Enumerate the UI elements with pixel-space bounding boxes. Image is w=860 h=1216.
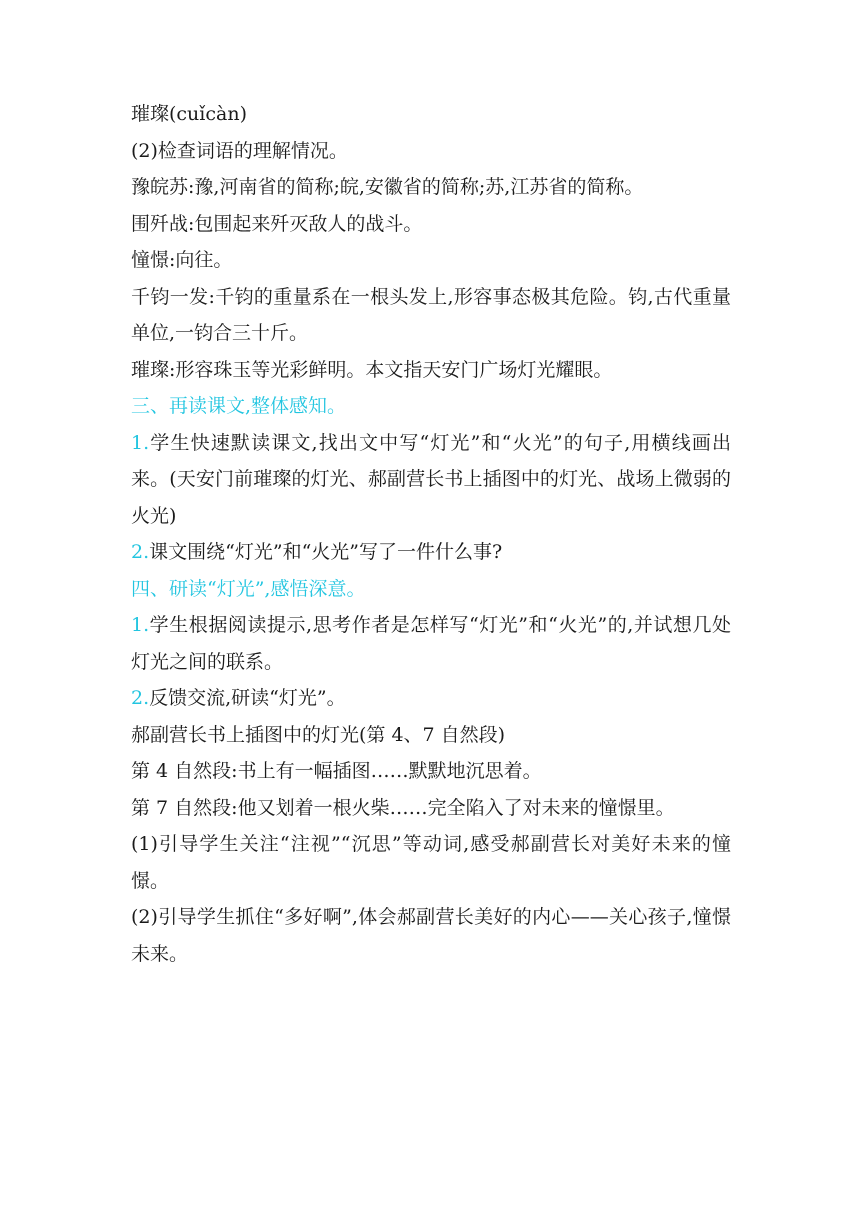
item-text: 课文围绕“灯光”和“火光”写了一件什么事?	[149, 541, 503, 563]
section-heading-4: 四、研读“灯光”,感悟深意。	[131, 577, 366, 600]
section4-item2	[131, 680, 731, 717]
item-number: 2.	[131, 541, 150, 563]
vocab-check-line: (2)检查词语的理解情况。	[131, 139, 348, 162]
definition-yuwansu: 豫皖苏:豫,河南省的简称;皖,安徽省的简称;苏,江苏省的简称。	[131, 176, 644, 198]
item-number: 1.	[131, 431, 150, 454]
guide-point-2: (2)引导学生抓住“多好啊”,体会郝副营长美好的内心——关心孩子,憧憬未来。	[131, 906, 731, 965]
item-text: 反馈交流,研读“灯光”。	[149, 687, 346, 709]
section-heading-3: 三、再读课文,整体感知。	[131, 395, 347, 417]
definition-weijianzhan: 围歼战:包围起来歼灭敌人的战斗。	[131, 212, 423, 235]
paragraph4-line: 第 4 自然段:书上有一幅插图……默默地沉思着。	[131, 760, 542, 782]
definition-chongjing: 憧憬:向往。	[131, 249, 233, 271]
paragraph7-line: 第 7 自然段:他又划着一根火柴……完全陷入了对未来的憧憬里。	[131, 796, 675, 819]
item-number: 1.	[131, 614, 150, 636]
item-number: 2.	[131, 687, 150, 709]
document-body	[131, 96, 731, 972]
illustration-light-line: 郝副营长书上插图中的灯光(第 4、7 自然段)	[131, 723, 506, 746]
item-text: 学生根据阅读提示,思考作者是怎样写“灯光”和“火光”的,并试想几处灯光之间的联系。	[131, 614, 731, 673]
definition-qianjunyifa: 千钧一发:千钧的重量系在一根头发上,形容事态极其危险。钧,古代重量单位,一钧合三十斤。	[131, 285, 731, 344]
section3-item2	[131, 534, 731, 571]
guide-point-1: (1)引导学生关注“注视”“沉思”等动词,感受郝副营长对美好未来的憧憬。	[131, 833, 731, 892]
item-text: 学生快速默读课文,找出文中写“灯光”和“火光”的句子,用横线画出来。(天安门前璀璨的灯光、郝副营长书上插图中的灯光、战场上微弱的火光)	[131, 431, 731, 527]
section3-item1	[131, 425, 731, 535]
section4-item1	[131, 607, 731, 680]
pinyin-line: 璀璨(cuǐcàn)	[131, 103, 247, 125]
definition-cuican: 璀璨:形容珠玉等光彩鲜明。本文指天安门广场灯光耀眼。	[131, 358, 613, 381]
